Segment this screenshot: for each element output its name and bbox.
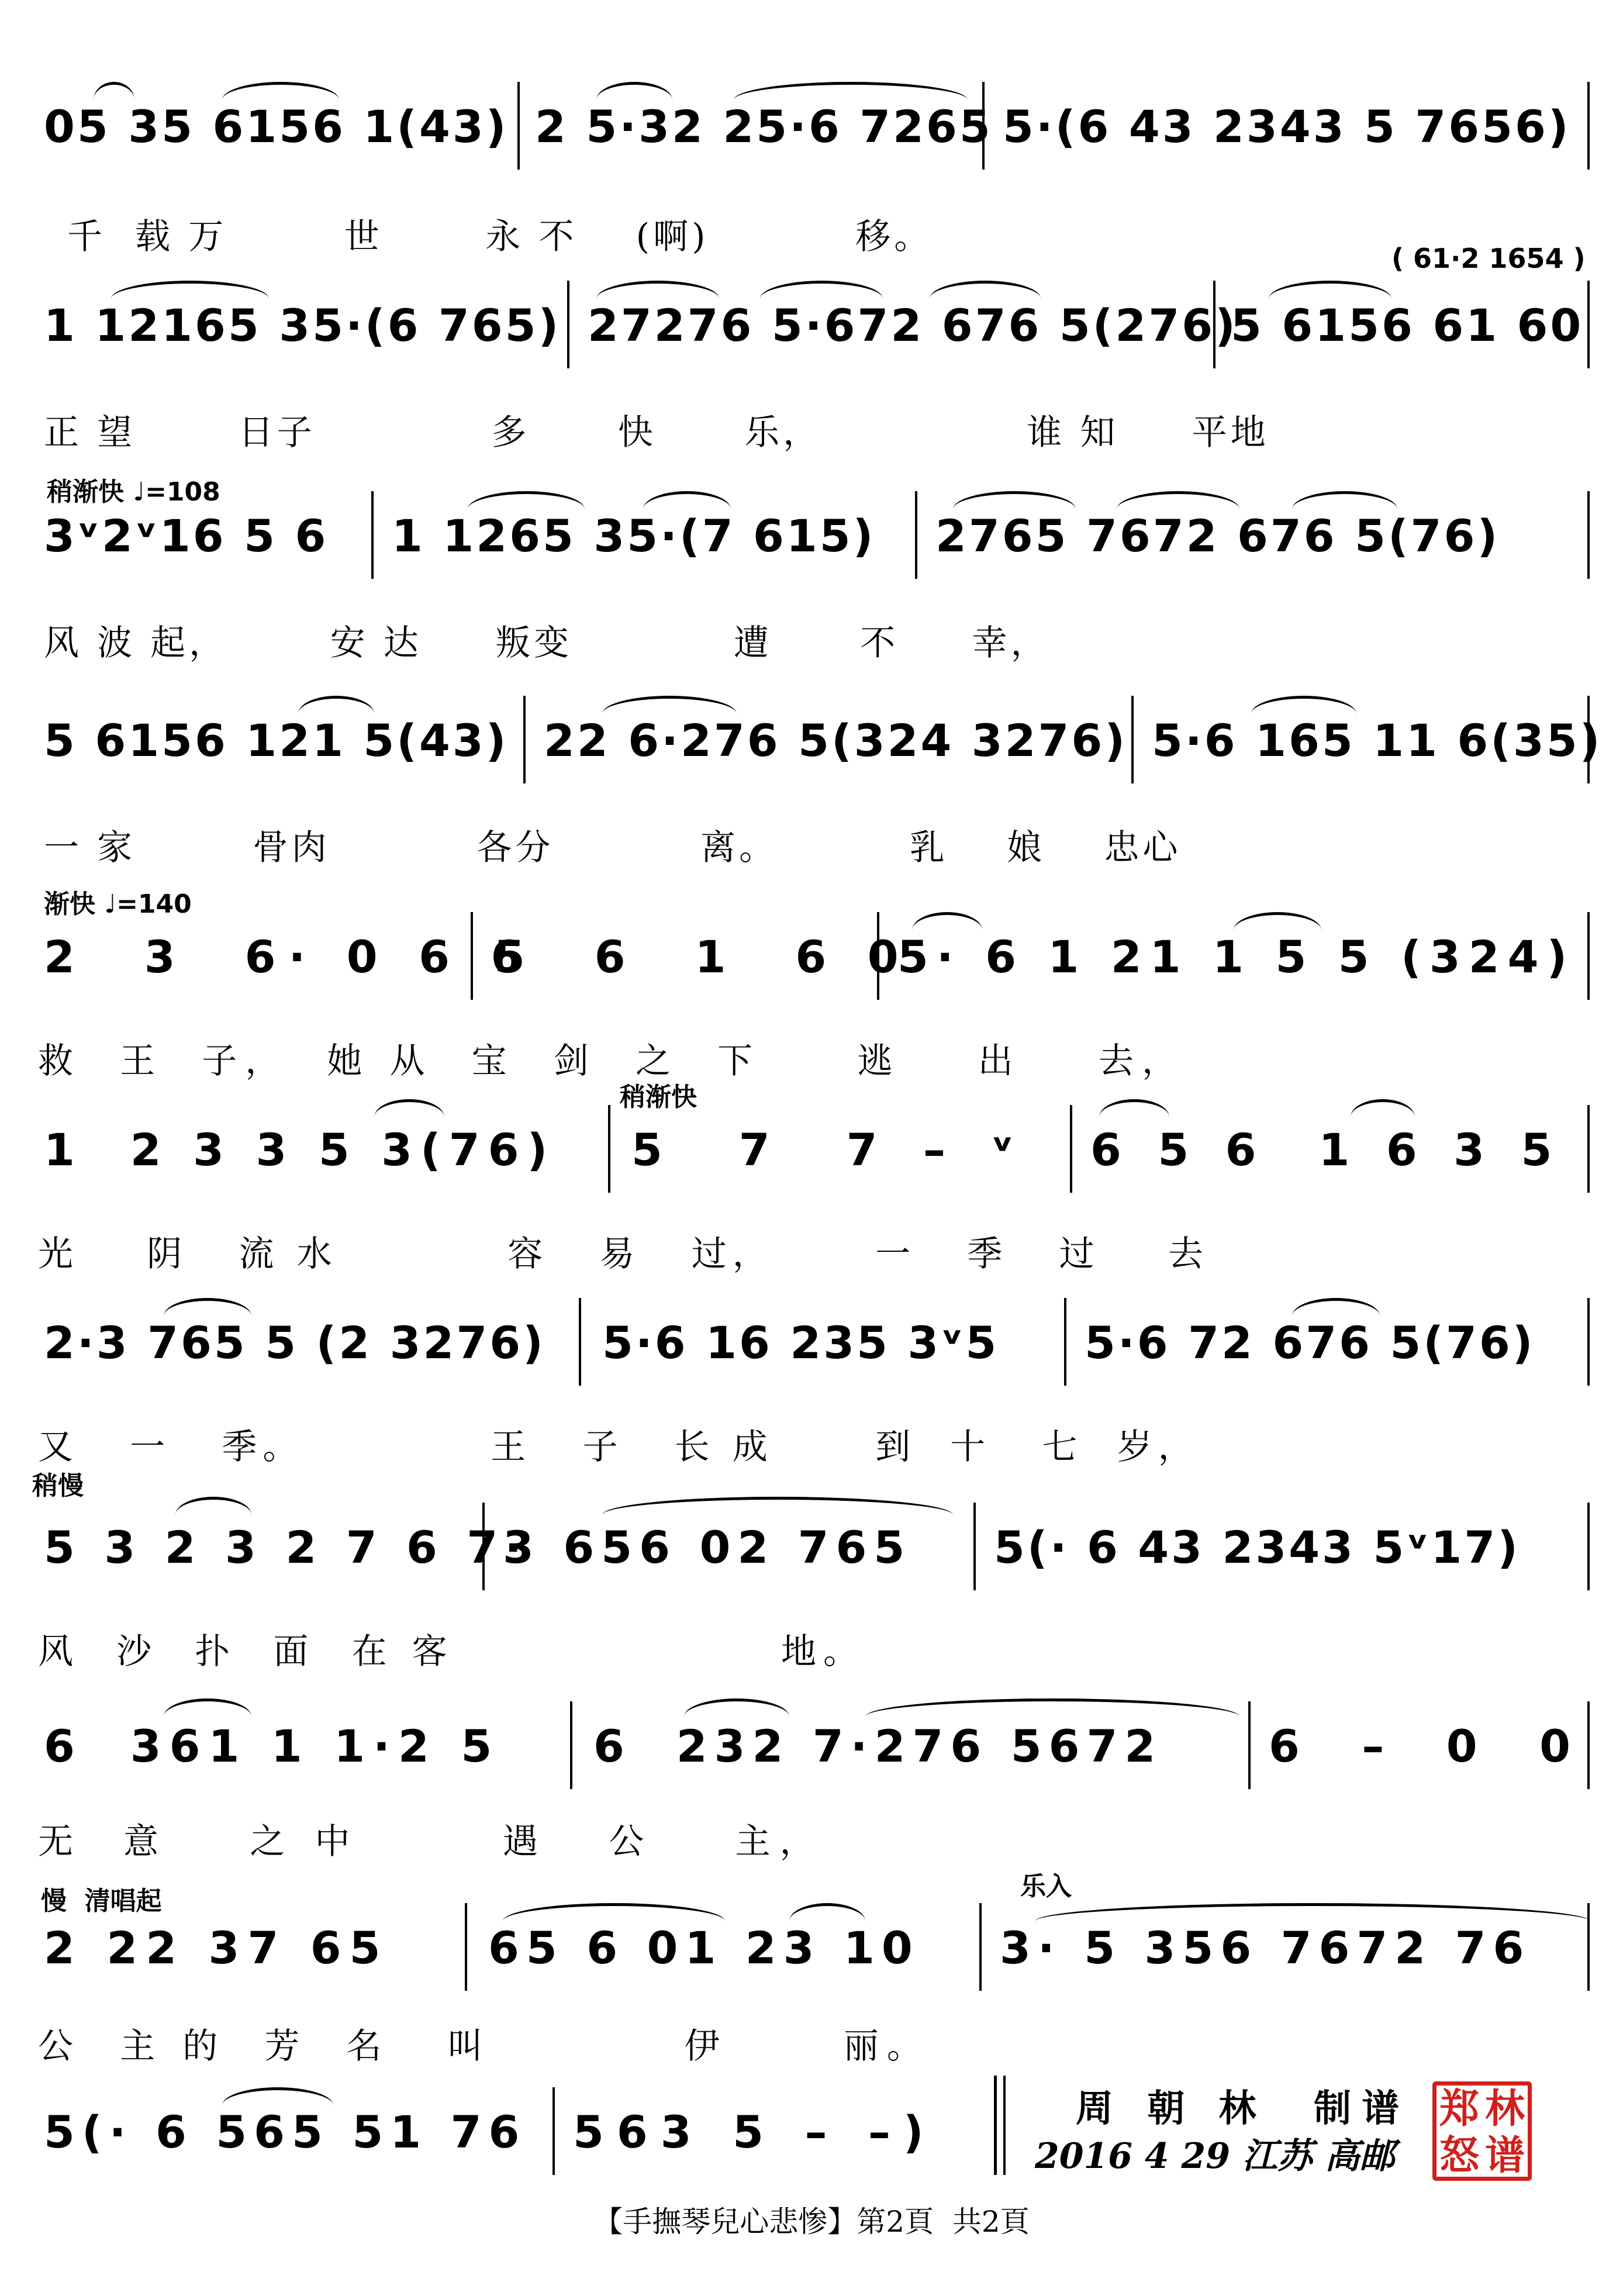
seal-char: 林 bbox=[1484, 2086, 1525, 2132]
lyrics-row bbox=[32, 2023, 1591, 2070]
measure: 6 361 1 1·2 5 bbox=[44, 1720, 500, 1772]
measure: 3ᵛ2ᵛ16 5 6 bbox=[44, 510, 329, 562]
measure: 5 6156 121 5(43) bbox=[44, 714, 509, 767]
barline bbox=[1070, 1105, 1072, 1193]
measure: 2·3 765 5 (2 3276) bbox=[44, 1317, 545, 1369]
slur-mark bbox=[865, 1698, 1239, 1717]
measure: 5(· 6 565 51 76 bbox=[44, 2106, 527, 2158]
lyric-line: 公 主 的 芳 名 叫 伊 丽。 bbox=[38, 2026, 930, 2067]
barline bbox=[1248, 1701, 1251, 1789]
measure: 5· 6 1 21 1 5 5 (324) bbox=[897, 931, 1576, 983]
measure: 1 12165 35·(6 765) bbox=[44, 299, 561, 351]
slur-mark bbox=[1035, 1903, 1590, 1921]
barline bbox=[1587, 281, 1590, 368]
measure: 2 5·32 25·6 7265 bbox=[535, 101, 993, 153]
slur-mark bbox=[1292, 1298, 1380, 1316]
notes-row bbox=[32, 1508, 1591, 1579]
slur-mark bbox=[164, 1298, 251, 1316]
slur-mark bbox=[503, 1903, 725, 1921]
measure: 6 5 6 1 6 3 5 bbox=[1090, 1124, 1563, 1176]
lyrics-row bbox=[32, 1628, 1591, 1675]
final-barline bbox=[1003, 2076, 1006, 2175]
slur-mark bbox=[222, 2087, 333, 2105]
tempo-marking: 稍渐快 ♩=108 bbox=[47, 477, 220, 507]
slur-mark bbox=[643, 491, 731, 509]
barline bbox=[1064, 1298, 1066, 1386]
slur-mark bbox=[789, 1903, 865, 1921]
slur-mark bbox=[1351, 1099, 1415, 1117]
slur-mark bbox=[1292, 491, 1397, 509]
barline bbox=[1587, 1298, 1590, 1386]
slur-mark bbox=[953, 491, 1076, 509]
lyrics-row bbox=[32, 1424, 1591, 1470]
slur-mark bbox=[111, 281, 269, 299]
lyric-line: 一 家 骨肉 各分 离。 乳 娘 忠心 bbox=[44, 827, 1182, 868]
barline bbox=[1587, 491, 1590, 579]
measure: 5(· 6 43 2343 5ᵛ17) bbox=[994, 1521, 1520, 1573]
ornament-annotation: ( 61·2 1654 ) bbox=[1391, 243, 1586, 274]
notes-row bbox=[32, 702, 1603, 772]
barline bbox=[979, 1903, 982, 1991]
lyric-line: 无 意 之 中 遇 公 主， bbox=[38, 1821, 824, 1862]
barline bbox=[608, 1105, 610, 1193]
barline bbox=[570, 1701, 572, 1789]
barline bbox=[517, 82, 520, 170]
measure: 5·6 165 11 6(35) bbox=[1152, 714, 1603, 767]
measure: 2765 7672 676 5(76) bbox=[935, 510, 1500, 562]
slur-mark bbox=[298, 696, 374, 714]
lyrics-row bbox=[32, 409, 1591, 456]
slur-mark bbox=[734, 82, 968, 100]
barline bbox=[567, 281, 569, 368]
slur-mark bbox=[1234, 912, 1321, 930]
barline bbox=[523, 696, 526, 783]
measure: 5 6156 61 60 bbox=[1231, 299, 1584, 351]
lyric-line: 光 阴 流 水 容 易 过， 一 季 过 去 bbox=[38, 1234, 1209, 1275]
barline bbox=[552, 2087, 555, 2175]
tempo-marking: 稍渐快 bbox=[620, 1082, 697, 1112]
measure: 3· 5 356 7672 76 bbox=[1000, 1922, 1531, 1974]
lyric-line: 千 载 万 世 永 不 (啊) 移。 bbox=[67, 216, 933, 257]
barline bbox=[465, 1903, 467, 1991]
barline bbox=[973, 1503, 976, 1590]
lyrics-row bbox=[32, 1818, 1591, 1865]
notes-row bbox=[32, 2093, 968, 2163]
measure: 5 6 1 6 0 bbox=[494, 931, 911, 983]
measure: 22 6·276 5(324 3276) bbox=[544, 714, 1128, 767]
lyric-line: 又 一 季。 王 子 长 成 到 十 七 岁， bbox=[38, 1427, 1199, 1468]
slur-mark bbox=[374, 1099, 444, 1117]
final-barline bbox=[994, 2076, 997, 2175]
slur-mark bbox=[596, 281, 719, 299]
measure: 27276 5·672 676 5(276) bbox=[588, 299, 1238, 351]
tempo-marking: 渐快 ♩=140 bbox=[44, 889, 192, 919]
lyrics-row bbox=[32, 620, 1591, 667]
lyric-line: 风 沙 扑 面 在 客 地。 bbox=[38, 1631, 865, 1672]
lyric-line: 风 波 起， 安 达 叛变 遭 不 幸， bbox=[44, 623, 1049, 664]
slur-mark bbox=[760, 281, 883, 299]
lyrics-row bbox=[32, 1038, 1591, 1085]
tempo-marking: 慢 清唱起 bbox=[41, 1886, 162, 1916]
slur-mark bbox=[1251, 696, 1356, 714]
seal-char: 谱 bbox=[1484, 2132, 1525, 2179]
slur-mark bbox=[602, 696, 737, 714]
measure: 6 232 7·276 5672 bbox=[593, 1720, 1163, 1772]
barline bbox=[1131, 696, 1134, 783]
arranger-credit: 周 朝 林 制谱 bbox=[1076, 2087, 1410, 2131]
measure: 5·6 72 676 5(76) bbox=[1085, 1317, 1535, 1369]
barline bbox=[579, 1298, 581, 1386]
measure: 5·(6 43 2343 5 7656) bbox=[1003, 101, 1571, 153]
slur-mark bbox=[684, 1698, 789, 1717]
measure: 2 3 6· 0 6 6 bbox=[44, 931, 535, 983]
lyrics-row bbox=[32, 1231, 1591, 1278]
barline bbox=[1587, 1503, 1590, 1590]
slur-mark bbox=[930, 281, 1041, 299]
measure: 5 3 2 3 2 7 6 7· bbox=[44, 1521, 529, 1573]
barline bbox=[915, 491, 917, 579]
lyric-line: 救 王 子， 她 从 宝 剑 之 下 逃 出 去， bbox=[38, 1041, 1186, 1082]
barline bbox=[1587, 1903, 1590, 1991]
measure: 05 35 6156 1(43) bbox=[44, 101, 509, 153]
slur-mark bbox=[94, 82, 134, 100]
slur-mark bbox=[1269, 281, 1391, 299]
slur-mark bbox=[468, 491, 585, 509]
slur-mark bbox=[1099, 1099, 1169, 1117]
notes-row bbox=[32, 1111, 1591, 1181]
barline bbox=[1587, 82, 1590, 170]
measure: 65 6 01 23 10 bbox=[488, 1922, 920, 1974]
slur-mark bbox=[164, 1698, 251, 1717]
seal-char: 怒 bbox=[1439, 2132, 1479, 2179]
slur-mark bbox=[222, 82, 339, 100]
lyric-line: 正 望 日子 多 快 乐， 谁 知 平地 bbox=[44, 412, 1269, 453]
measure: 5 7 7 – ᵛ bbox=[631, 1124, 1029, 1176]
measure: 1 2 3 3 5 3(76) bbox=[44, 1124, 556, 1176]
tempo-marking-secondary: 乐入 bbox=[1020, 1872, 1072, 1901]
barline bbox=[1587, 1105, 1590, 1193]
date-location: 2016 4 29 江苏 高邮 bbox=[1035, 2136, 1395, 2177]
measure: 6 – 0 0 bbox=[1269, 1720, 1594, 1772]
page-footer-title: 【手撫琴兒心悲惨】第2頁 共2頁 bbox=[593, 2205, 1030, 2239]
notes-row bbox=[32, 918, 1591, 988]
red-seal-stamp bbox=[1432, 2081, 1532, 2181]
measure: 1 1265 35·(7 615) bbox=[392, 510, 876, 562]
lyrics-row bbox=[32, 213, 1591, 260]
measure: 2 22 37 65 bbox=[44, 1922, 389, 1974]
tempo-marking: 稍慢 bbox=[32, 1471, 84, 1501]
slur-mark bbox=[175, 1497, 251, 1515]
slur-mark bbox=[596, 82, 672, 100]
measure: 563 5 – –) bbox=[573, 2106, 937, 2158]
measure: 5·6 16 235 3ᵛ5 bbox=[602, 1317, 999, 1369]
slur-mark bbox=[1117, 491, 1239, 509]
slur-mark bbox=[912, 912, 982, 930]
measure: 3 656 02 765 bbox=[503, 1521, 912, 1573]
seal-char: 郑 bbox=[1439, 2086, 1479, 2132]
barline bbox=[1587, 912, 1590, 1000]
slur-mark bbox=[602, 1497, 953, 1515]
notes-row bbox=[32, 1707, 1594, 1777]
barline bbox=[371, 491, 374, 579]
lyrics-row bbox=[32, 824, 1591, 871]
